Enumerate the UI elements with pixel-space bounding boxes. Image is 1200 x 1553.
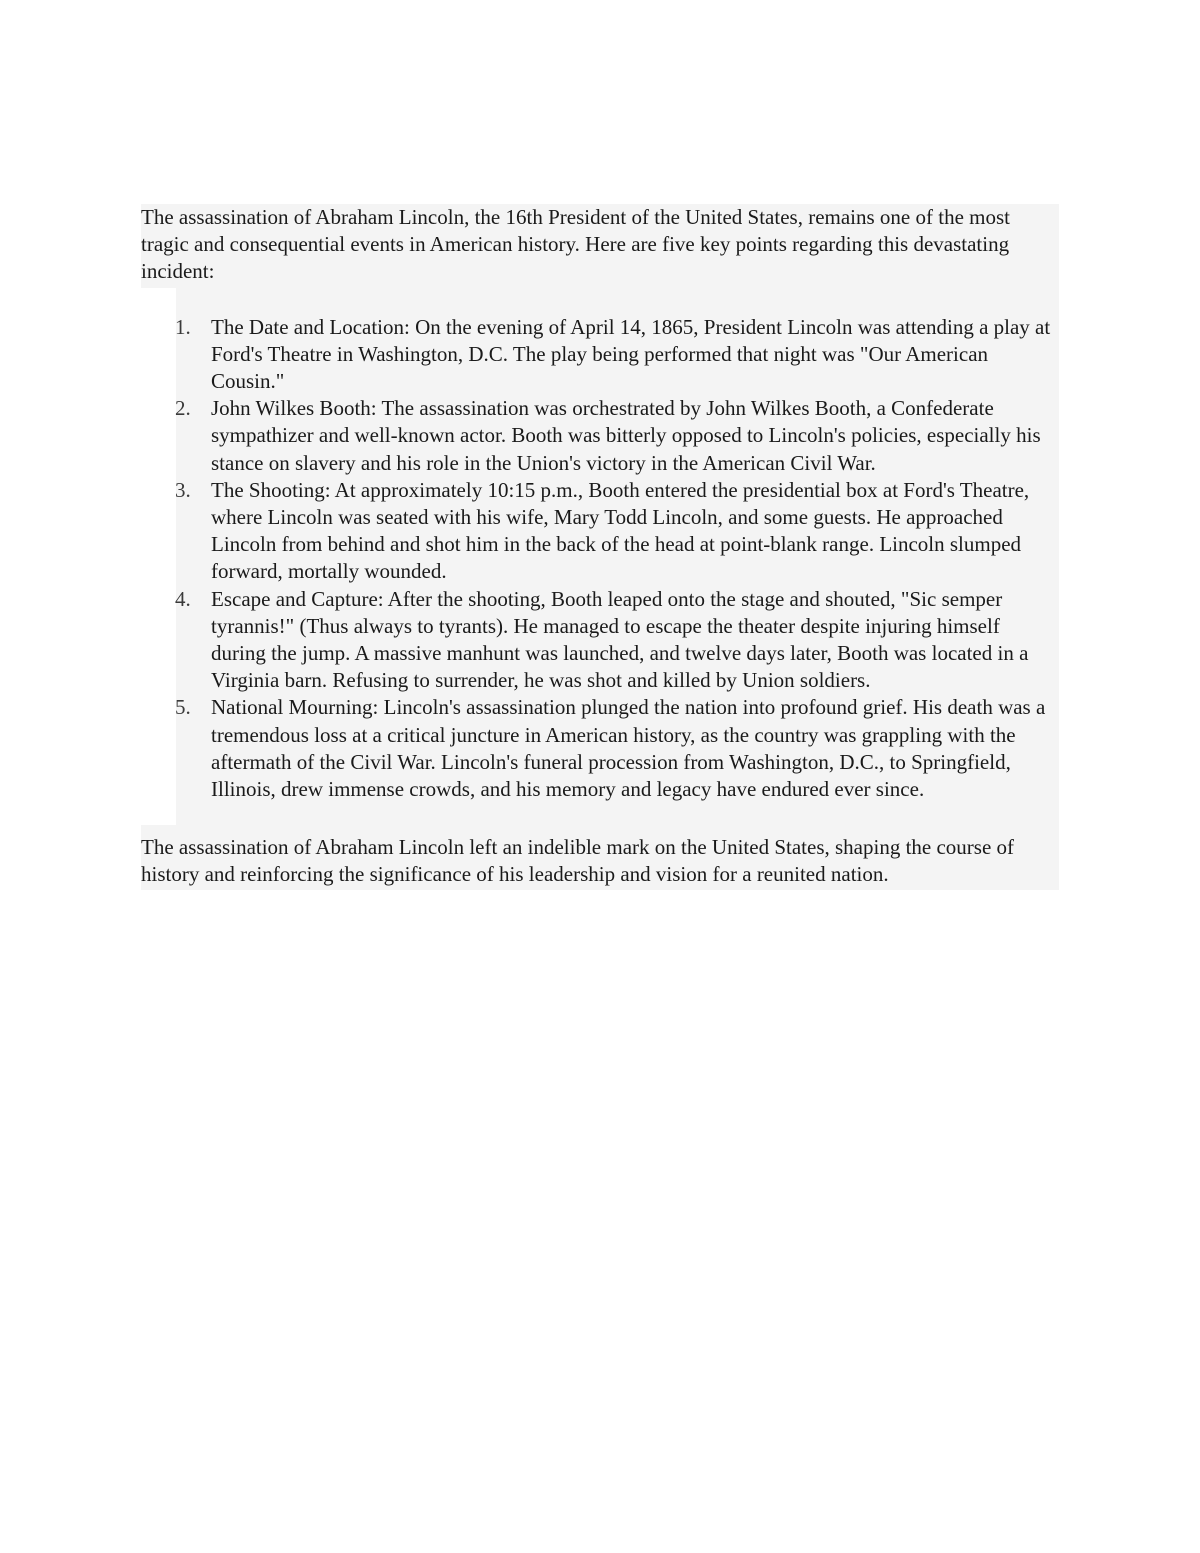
conclusion-paragraph: The assassination of Abraham Lincoln left an indelible mark on the United States, shaping the course of history and reinforcing the significance of his leadership and vision for a reunited nation.	[141, 825, 1059, 889]
key-points-section	[141, 288, 1059, 826]
list-item: National Mourning: Lincoln's assassination plunged the nation into profound grief. His death was a tremendous loss at a critical juncture in American history, as the country was grappling with the aftermath of the Civil War. Lincoln's funeral procession from Washington, D.C., to Springfield, Illinois, drew immense crowds, and his memory and legacy have endured ever since.	[211, 695, 1046, 802]
key-points-list	[141, 314, 1059, 804]
list-item: The Date and Location: On the evening of April 14, 1865, President Lincoln was attending a play at Ford's Theatre in Washington, D.C. The play being performed that night was "Our American Cousin."	[211, 314, 1051, 394]
list-item: The Shooting: At approximately 10:15 p.m., Booth entered the presidential box at Ford's Theatre, where Lincoln was seated with his wife, Mary Todd Lincoln, and some guests. He approached Lincoln from behind and shot him in the back of the head at point-blank range. Lincoln slumped forward, mortally wounded.	[211, 477, 1030, 584]
list-item: Escape and Capture: After the shooting, Booth leaped onto the stage and shouted, "Sic semper tyrannis!" (Thus always to tyrants). He managed to escape the theater despite injuring himself during the jump. A massive manhunt was launched, and twelve days later, Booth was located in a Virginia barn. Refusing to surrender, he was shot and killed by Union soldiers.	[211, 586, 1029, 693]
document-body	[141, 204, 1059, 890]
list-item: John Wilkes Booth: The assassination was orchestrated by John Wilkes Booth, a Confederate sympathizer and well-known actor. Booth was bitterly opposed to Lincoln's policies, especially his stance on slavery and his role in the Union's victory in the American Civil War.	[211, 396, 1041, 475]
intro-paragraph: The assassination of Abraham Lincoln, the 16th President of the United States, remains one of the most tragic and consequential events in American history. Here are five key points regarding this devastating incident:	[141, 204, 1059, 288]
